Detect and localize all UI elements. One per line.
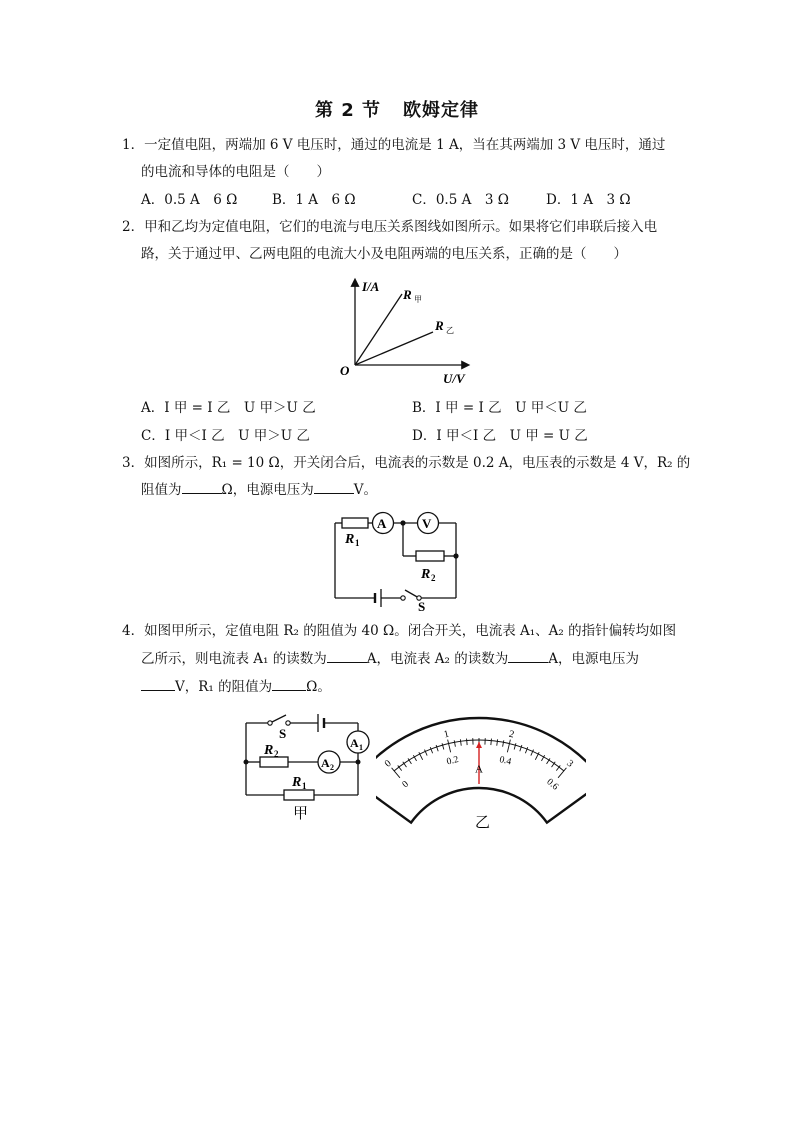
q1-line-2: 的电流和导体的电阻是（ ） bbox=[141, 164, 330, 180]
q3-line-2 bbox=[141, 481, 377, 499]
meter-inner-tick-label: 0 bbox=[400, 779, 411, 791]
meter-tick bbox=[507, 740, 510, 753]
q4-blank-voltage[interactable] bbox=[141, 678, 175, 691]
q3-r1-sub: 1 bbox=[355, 538, 360, 548]
q3-switch-label: S bbox=[418, 599, 426, 614]
meter-unit-label: A bbox=[475, 763, 483, 776]
q3-text-c: V。 bbox=[353, 482, 377, 498]
q1-option-c: C．0.5 A 3 Ω bbox=[412, 192, 509, 208]
q4-caption-yi: 乙 bbox=[475, 815, 491, 831]
q4-r1-sub: 1 bbox=[302, 781, 307, 791]
graph-origin-label: O bbox=[340, 363, 350, 378]
meter-outer-tick-label: 2 bbox=[507, 728, 516, 741]
q1-option-a: A．0.5 A 6 Ω bbox=[141, 192, 238, 208]
q4-switch-label: S bbox=[279, 726, 287, 741]
q3-r1-label: R bbox=[345, 532, 355, 547]
q2-option-c: C．I 甲＜I 乙 U 甲＞U 乙 bbox=[141, 428, 310, 444]
meter-outer-tick-label: 3 bbox=[564, 758, 576, 770]
q4-blank-a1[interactable] bbox=[327, 650, 367, 663]
q4-caption-jia: 甲 bbox=[293, 806, 309, 822]
q3-circuit bbox=[325, 508, 470, 616]
q4-a1-label: A bbox=[350, 736, 359, 750]
graph-line-jia bbox=[355, 294, 402, 365]
meter-tick bbox=[442, 743, 444, 749]
q4-text-b: A，电流表 A₂ 的读数为 bbox=[366, 651, 509, 667]
q4-a2-sub: 2 bbox=[330, 763, 334, 772]
meter-tick bbox=[454, 740, 455, 746]
meter-tick bbox=[467, 739, 468, 745]
graph-line-jia-sub: 甲 bbox=[414, 295, 422, 304]
q2-line-2: 路，关于通过甲、乙两电阻的电流大小及电阻两端的电压关系，正确的是（ ） bbox=[141, 246, 627, 262]
q2-option-d: D．I 甲＜I 乙 U 甲 = U 乙 bbox=[412, 428, 588, 444]
q4-line-2 bbox=[141, 650, 639, 668]
meter-inner-tick-label: 0.6 bbox=[544, 777, 560, 793]
q4-r2-sub: 2 bbox=[274, 749, 279, 759]
iu-graph bbox=[330, 272, 480, 390]
meter-tick bbox=[497, 739, 498, 745]
q4-a2-label: A bbox=[321, 756, 330, 770]
q3-r2-sub: 2 bbox=[431, 573, 436, 583]
q4-a1-sub: 1 bbox=[359, 743, 363, 752]
meter-tick bbox=[448, 740, 451, 753]
meter-tick bbox=[460, 739, 461, 745]
q3-blank-r2[interactable] bbox=[182, 481, 222, 494]
q3-r2-label: R bbox=[421, 567, 431, 582]
q3-blank-voltage[interactable] bbox=[314, 481, 354, 494]
page-title bbox=[0, 96, 794, 122]
q4-meter-yi bbox=[376, 704, 586, 832]
q1-line-1: 1．一定值电阻，两端加 6 V 电压时，通过的电流是 1 A，当在其两端加 3 V 电压时，通过 bbox=[122, 137, 666, 153]
meter-tick bbox=[491, 739, 492, 745]
q1-option-d: D．1 A 3 Ω bbox=[546, 192, 631, 208]
q3-text-b: Ω，电源电压为 bbox=[221, 482, 314, 498]
graph-line-yi-sub: 乙 bbox=[446, 326, 454, 335]
q4-circuit-jia bbox=[236, 708, 376, 828]
meter-tick bbox=[436, 745, 438, 751]
section-name: 欧姆定律 bbox=[403, 100, 480, 121]
meter-needle-tip bbox=[476, 742, 482, 748]
meter-outer-tick-label: 0 bbox=[382, 758, 394, 770]
meter-inner-tick-label: 0.4 bbox=[498, 755, 513, 768]
q2-line-1: 2．甲和乙均为定值电阻，它们的电流与电压关系图线如图所示。如果将它们串联后接入电 bbox=[122, 219, 658, 235]
meter-tick bbox=[514, 743, 516, 749]
graph-line-yi-label: R bbox=[435, 318, 444, 333]
q4-text-e: Ω。 bbox=[306, 679, 331, 695]
meter-tick bbox=[520, 745, 522, 751]
q4-line-3 bbox=[141, 678, 331, 696]
q4-r1-label: R bbox=[292, 775, 302, 790]
q4-blank-a2[interactable] bbox=[508, 650, 548, 663]
q4-line-1: 4．如图甲所示，定值电阻 R₂ 的阻值为 40 Ω。闭合开关，电流表 A₁、A₂ 的指针偏转均如图 bbox=[122, 623, 677, 639]
graph-x-label: U/V bbox=[443, 371, 465, 386]
q4-text-c: A，电源电压为 bbox=[548, 651, 639, 667]
q4-text-a: 乙所示，则电流表 A₁ 的读数为 bbox=[141, 651, 327, 667]
q2-option-b: B．I 甲 = I 乙 U 甲＜U 乙 bbox=[412, 400, 587, 416]
q4-r2-label: R bbox=[264, 743, 274, 758]
meter-outer-tick-label: 1 bbox=[442, 728, 451, 741]
q1-option-b: B．1 A 6 Ω bbox=[272, 192, 356, 208]
q3-voltmeter-label: V bbox=[422, 516, 432, 531]
meter-tick bbox=[503, 740, 504, 746]
q4-blank-r1[interactable] bbox=[272, 678, 306, 691]
q3-line-1: 3．如图所示，R₁ = 10 Ω，开关闭合后，电流表的示数是 0.2 A，电压表的示数是 4 V，R₂ 的 bbox=[122, 455, 691, 471]
section-number: 第 2 节 bbox=[314, 100, 382, 121]
meter-inner-tick-label: 0.2 bbox=[445, 755, 460, 768]
graph-y-label: I/A bbox=[362, 279, 380, 294]
q2-option-a: A．I 甲 = I 乙 U 甲＞U 乙 bbox=[141, 400, 316, 416]
q3-text-a: 阻值为 bbox=[141, 482, 182, 498]
q3-ammeter-label: A bbox=[377, 516, 387, 531]
q4-text-d: V，R₁ 的阻值为 bbox=[175, 679, 273, 695]
graph-line-jia-label: R bbox=[403, 287, 412, 302]
